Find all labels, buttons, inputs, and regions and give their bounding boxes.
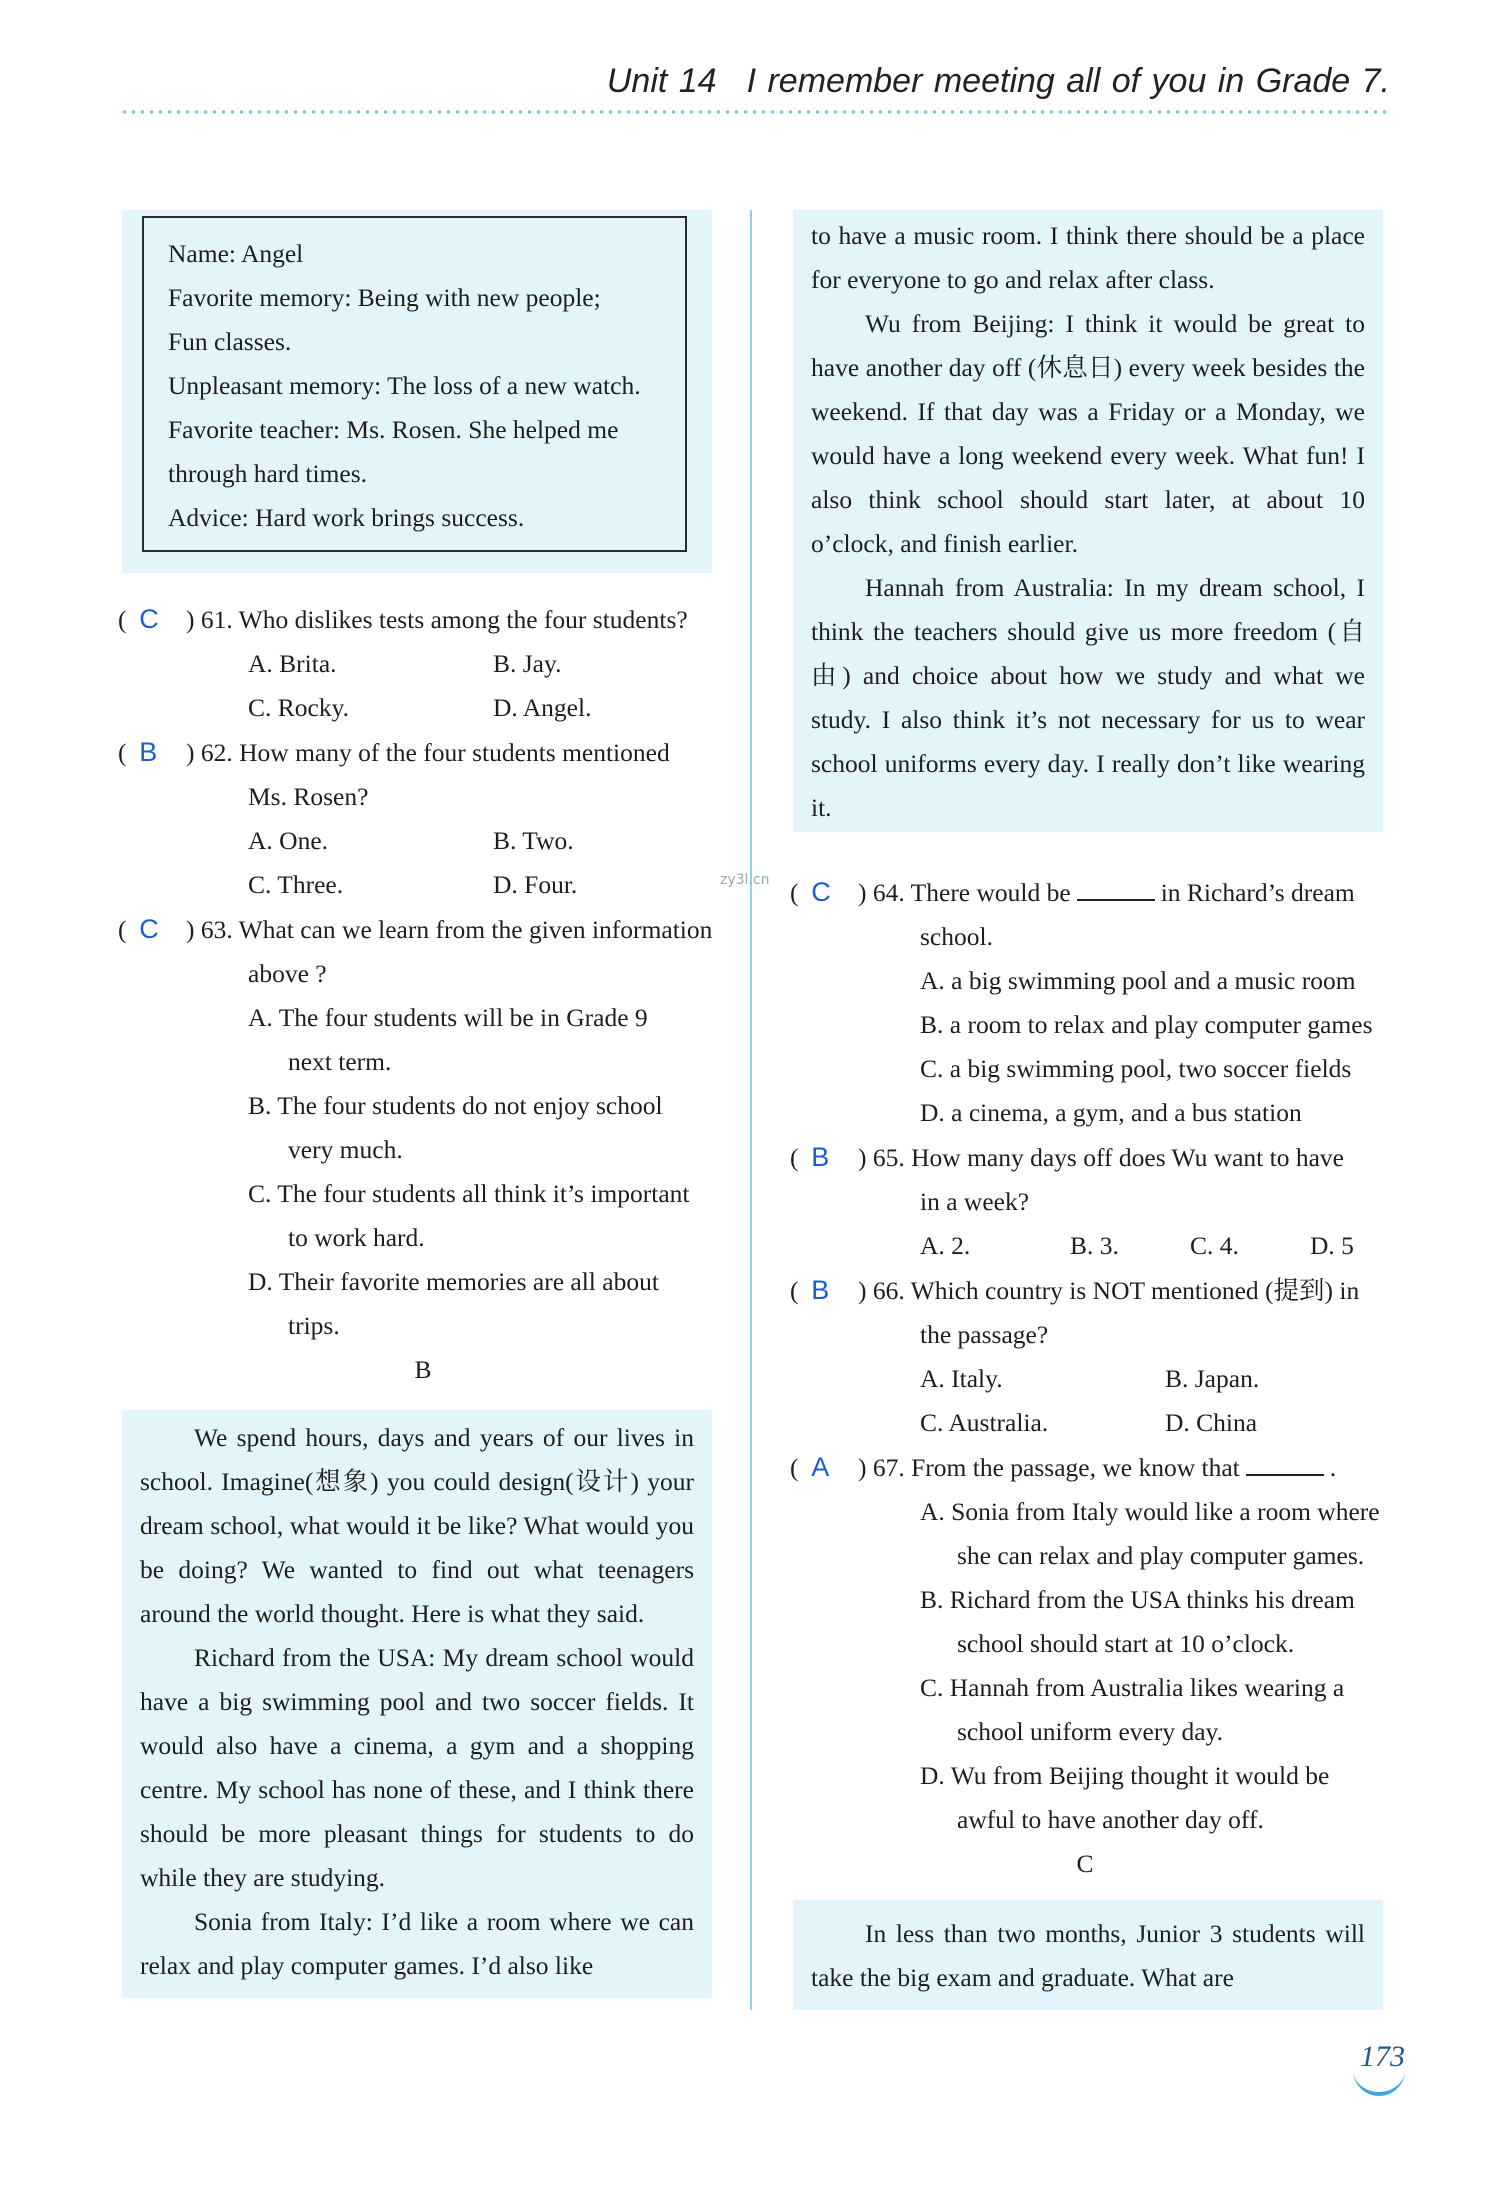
option-c: C. Hannah from Australia likes wearing a	[920, 1673, 1345, 1702]
passage-paragraph: Sonia from Italy: I’d like a room where we can relax and play computer games. I’d also like	[140, 1907, 694, 1980]
card-line: Fun classes.	[168, 327, 292, 356]
answer-65: B	[811, 1142, 830, 1172]
passage-paragraph: We spend hours, days and years of our lives in school. Imagine(想象) you could design(设计) your dream school, what would it be like? What would you be doing? We wanted to find out what teenagers around the world thought. Here is what they said.	[140, 1423, 694, 1628]
option-d: D. 5	[1310, 1231, 1354, 1260]
question-63: ( C ) 63. What can we learn from the given information	[118, 914, 713, 944]
card-line: through hard times.	[168, 459, 368, 488]
option-b: B. Two.	[493, 826, 574, 855]
question-63-text: What can we learn from the given information	[238, 915, 713, 944]
question-66: ( B ) 66. Which country is NOT mentioned (提到) in	[790, 1275, 1360, 1305]
option-a: A. Italy.	[920, 1364, 1003, 1393]
option-b: B. 3.	[1070, 1231, 1119, 1260]
options-row	[118, 863, 718, 907]
right-questions	[790, 870, 1390, 1886]
answer-63: C	[139, 914, 159, 944]
passage-paragraph: Wu from Beijing: I think it would be great to have another day off (休息日) every week besides the weekend. If that day was a Friday or a Monday, we would have a long weekend every week. What fun! I also think school should start later, at about 10 o’clock, and finish earlier.	[811, 309, 1365, 558]
option-d-cont: awful to have another day off.	[957, 1805, 1264, 1834]
question-64-cont: school.	[920, 922, 993, 951]
option-b: B. Jay.	[493, 649, 562, 678]
option-a-cont: she can relax and play computer games.	[957, 1541, 1365, 1570]
option-c: C. Rocky.	[248, 693, 350, 722]
option-a: A. Sonia from Italy would like a room where	[920, 1497, 1380, 1526]
option-b: B. a room to relax and play computer games	[920, 1010, 1373, 1039]
option-b: B. Richard from the USA thinks his dream	[920, 1585, 1355, 1614]
passage-paragraph: Hannah from Australia: In my dream school, I think the teachers should give us more freedom (自由) and choice about how we study and what we study. I also think it’s not necessary for us to wear school uniforms every day. I really don’t like wearing it.	[811, 573, 1365, 822]
option-a: A. 2.	[920, 1231, 971, 1260]
option-c: C. 4.	[1190, 1231, 1239, 1260]
unit-label: Unit 14	[606, 62, 717, 100]
question-61-text: Who dislikes tests among the four students?	[238, 605, 688, 634]
passage-c	[793, 1900, 1383, 2010]
options-row	[790, 1224, 1390, 1268]
card-line: Favorite teacher: Ms. Rosen. She helped me	[168, 415, 619, 444]
option-c-cont: to work hard.	[288, 1223, 425, 1252]
running-header	[607, 62, 1390, 101]
question-64: ( C ) 64. There would be in Richard’s dream	[790, 877, 1355, 907]
option-a-cont: next term.	[288, 1047, 392, 1076]
answer-blank	[1246, 1452, 1324, 1476]
options-row	[118, 686, 718, 730]
question-67: ( A ) 67. From the passage, we know that .	[790, 1452, 1337, 1482]
options-row	[118, 642, 718, 686]
card-line: Name: Angel	[168, 239, 304, 268]
passage-paragraph: Richard from the USA: My dream school would have a big swimming pool and two soccer fields. It would also have a cinema, a gym and a shopping centre. My school has none of these, and I think there should be more pleasant things for students to do while they are studying.	[140, 1643, 694, 1892]
student-card	[142, 216, 687, 552]
question-61: ( C ) 61. Who dislikes tests among the four students?	[118, 604, 688, 634]
question-66-cont: the passage?	[920, 1320, 1049, 1349]
question-62-text: How many of the four students mentioned	[239, 738, 670, 767]
option-d-cont: trips.	[288, 1311, 340, 1340]
card-line: Favorite memory: Being with new people;	[168, 283, 601, 312]
answer-66: B	[811, 1275, 830, 1305]
option-d: D. Angel.	[493, 693, 592, 722]
option-d: D. Wu from Beijing thought it would be	[920, 1761, 1330, 1790]
question-65-cont: in a week?	[920, 1187, 1030, 1216]
question-62-cont: Ms. Rosen?	[248, 782, 369, 811]
question-62: ( B ) 62. How many of the four students mentioned	[118, 737, 670, 767]
question-65: ( B ) 65. How many days off does Wu want to have	[790, 1142, 1344, 1172]
option-c: C. Three.	[248, 870, 344, 899]
options-row	[118, 819, 718, 863]
option-c: C. a big swimming pool, two soccer fields	[920, 1054, 1352, 1083]
card-line: Unpleasant memory: The loss of a new watch.	[168, 371, 641, 400]
watermark-text: zy3l.cn	[720, 872, 770, 888]
passage-b-left	[122, 1410, 712, 1998]
question-63-cont: above ?	[248, 959, 327, 988]
option-b: B. Japan.	[1165, 1364, 1260, 1393]
section-heading-b: B	[414, 1355, 432, 1384]
dotted-rule	[120, 110, 1388, 114]
option-c: C. The four students all think it’s important	[248, 1179, 690, 1208]
option-d: D. China	[1165, 1408, 1258, 1437]
option-a: A. The four students will be in Grade 9	[248, 1003, 648, 1032]
card-line: Advice: Hard work brings success.	[168, 503, 525, 532]
passage-paragraph: In less than two months, Junior 3 students will take the big exam and graduate. What are	[811, 1919, 1365, 1992]
option-c: C. Australia.	[920, 1408, 1049, 1437]
answer-62: B	[139, 737, 158, 767]
answer-67: A	[811, 1452, 830, 1482]
answer-64: C	[811, 877, 831, 907]
option-a: A. Brita.	[248, 649, 337, 678]
passage-b-right	[793, 210, 1383, 832]
option-c-cont: school uniform every day.	[957, 1717, 1224, 1746]
passage-paragraph: to have a music room. I think there should be a place for everyone to go and relax after class.	[811, 221, 1365, 294]
option-a: A. One.	[248, 826, 329, 855]
option-b-cont: very much.	[288, 1135, 403, 1164]
options-row	[790, 1401, 1390, 1445]
option-a: A. a big swimming pool and a music room	[920, 966, 1356, 995]
section-heading-c: C	[1076, 1849, 1094, 1878]
option-d: D. Four.	[493, 870, 578, 899]
option-b-cont: school should start at 10 o’clock.	[957, 1629, 1295, 1658]
page-number-swoosh	[1353, 2070, 1405, 2096]
answer-61: C	[139, 604, 159, 634]
option-d: D. Their favorite memories are all about	[248, 1267, 659, 1296]
unit-title: I remember meeting all of you in Grade 7.	[746, 62, 1390, 100]
left-questions	[118, 597, 718, 1392]
answer-blank	[1077, 877, 1155, 901]
option-d: D. a cinema, a gym, and a bus station	[920, 1098, 1302, 1127]
options-row	[790, 1357, 1390, 1401]
column-divider	[750, 210, 752, 2010]
page-number: 173	[1360, 2040, 1405, 2073]
option-b: B. The four students do not enjoy school	[248, 1091, 663, 1120]
